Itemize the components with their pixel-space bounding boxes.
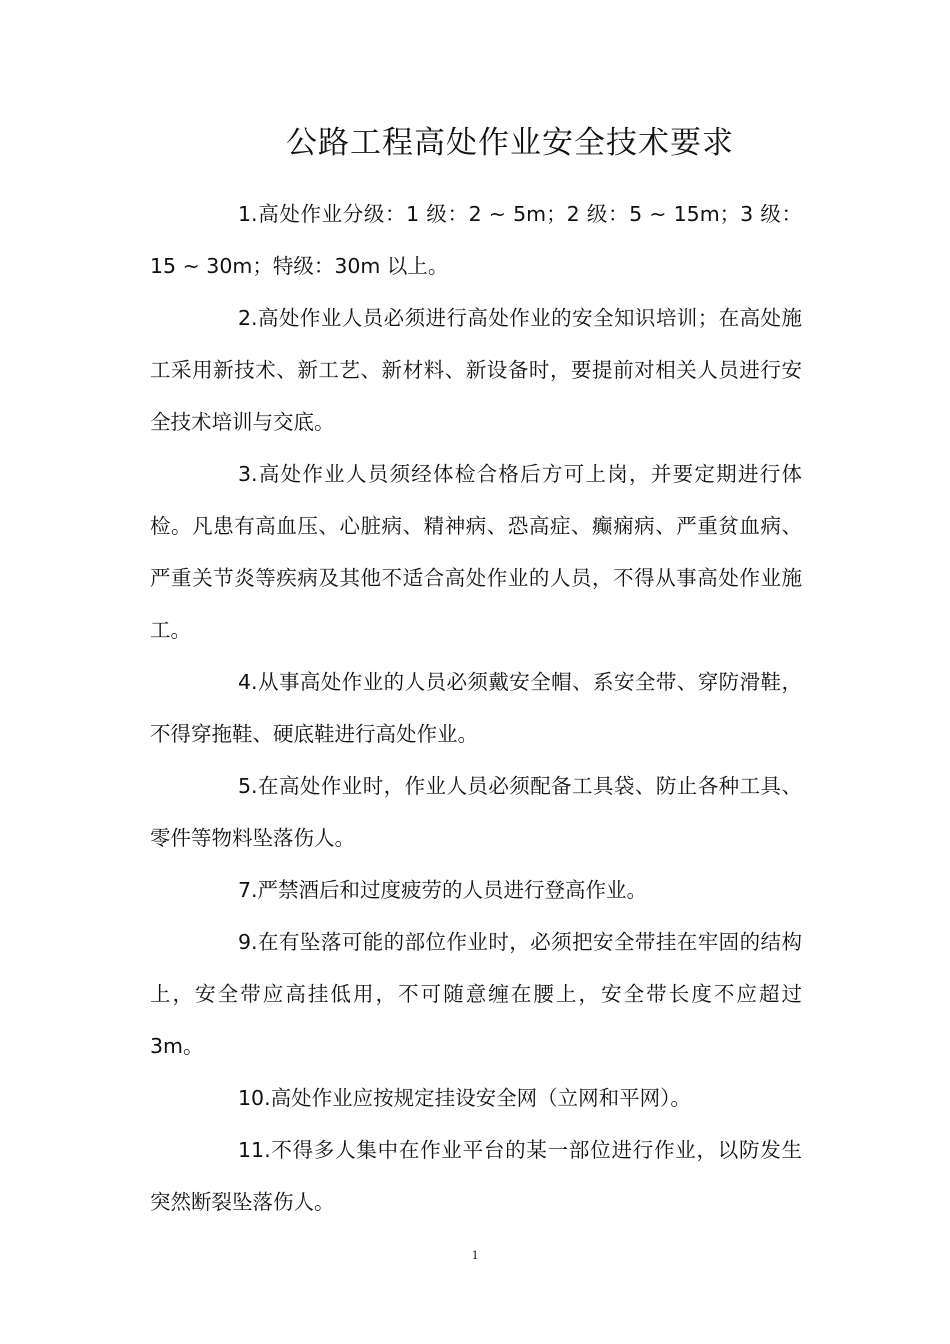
document-body <box>150 188 802 1228</box>
paragraph-9: 9.在有坠落可能的部位作业时，必须把安全带挂在牢固的结构上，安全带应高挂低用，不可随意缠在腰上，安全带长度不应超过 3m。 <box>150 930 802 1058</box>
paragraph-7: 7.严禁酒后和过度疲劳的人员进行登高作业。 <box>238 878 648 902</box>
paragraph-5: 5.在高处作业时，作业人员必须配备工具袋、防止各种工具、零件等物料坠落伤人。 <box>150 774 802 850</box>
document-title: 公路工程高处作业安全技术要求 <box>286 125 734 161</box>
paragraph-2: 2.高处作业人员必须进行高处作业的安全知识培训；在高处施工采用新技术、新工艺、新材料、新设备时，要提前对相关人员进行安全技术培训与交底。 <box>150 306 802 434</box>
paragraph-10: 10.高处作业应按规定挂设安全网（立网和平网）。 <box>238 1086 691 1110</box>
paragraph-11: 11.不得多人集中在作业平台的某一部位进行作业，以防发生突然断裂坠落伤人。 <box>150 1138 802 1214</box>
paragraph-1: 1.高处作业分级：1 级：2 ~ 5m；2 级：5 ~ 15m；3 级：15 ~ 30m；特级：30m 以上。 <box>150 202 802 278</box>
page-number: 1 <box>471 1247 479 1262</box>
paragraph-3: 3.高处作业人员须经体检合格后方可上岗，并要定期进行体检。凡患有高血压、心脏病、精神病、恐高症、癫痫病、严重贫血病、严重关节炎等疾病及其他不适合高处作业的人员，不得从事高处作业施工。 <box>150 462 802 642</box>
paragraph-4: 4.从事高处作业的人员必须戴安全帽、系安全带、穿防滑鞋，不得穿拖鞋、硬底鞋进行高处作业。 <box>150 670 802 746</box>
